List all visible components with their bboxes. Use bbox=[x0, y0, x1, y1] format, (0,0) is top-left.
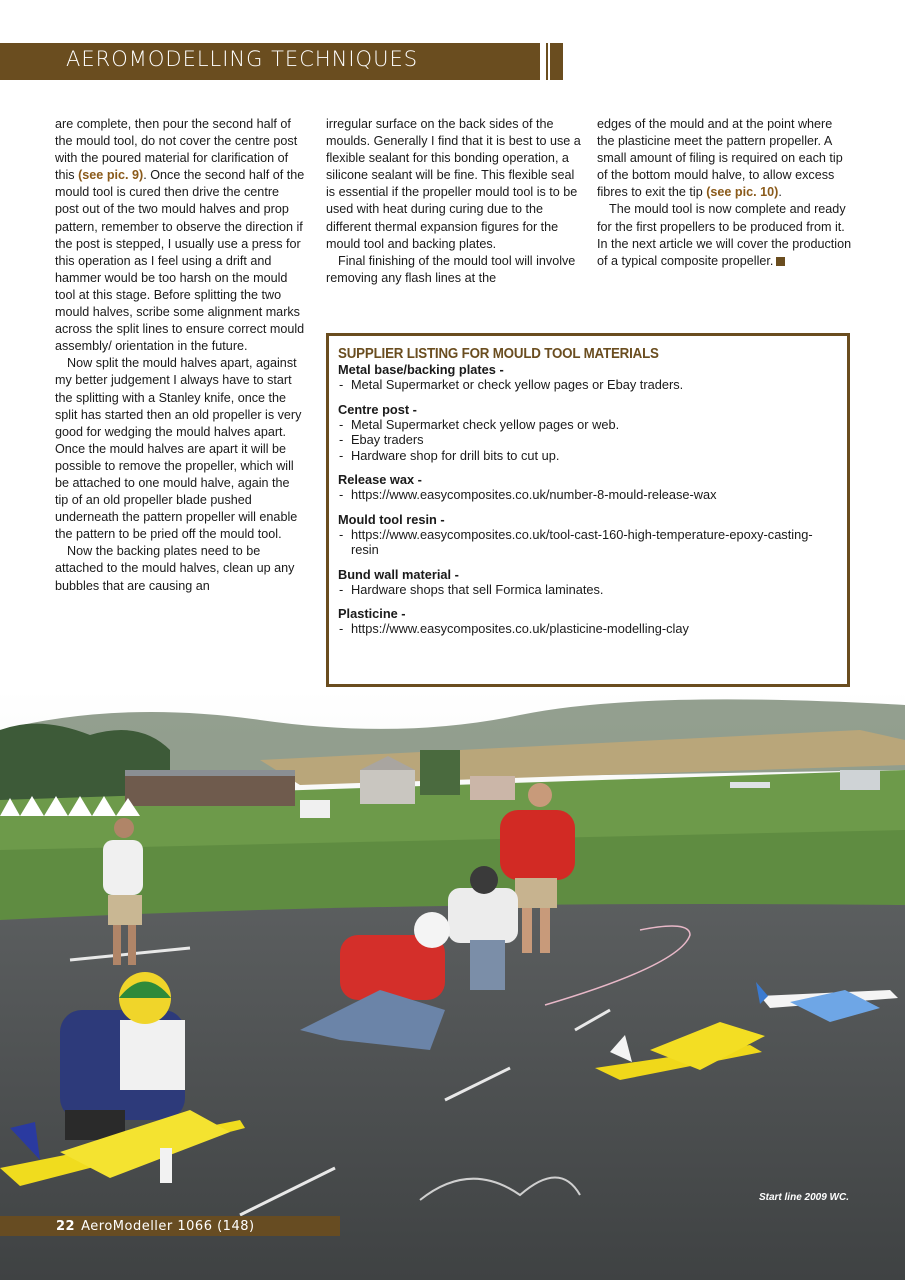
paragraph: Now split the mould halves apart, against my better judgement I always have to start the splitting with a Stanley knife, once the split has started then an old propeller is very good for wedging the mould halves apart. Once the mould halves are apart it will be possible to remove the propeller, which will be attached to one mould halve, again the tip of an old propeller blade pushed underneath the pattern propeller will enable the pattern to be pried off the mould tool. bbox=[55, 356, 302, 542]
pic-reference: (see pic. 9) bbox=[78, 168, 144, 183]
supplier-heading: Plasticine - bbox=[338, 606, 406, 621]
article-column-3 bbox=[597, 116, 853, 270]
article-column-2 bbox=[326, 116, 582, 287]
paragraph bbox=[55, 116, 305, 355]
paragraph: Final finishing of the mould tool will involve removing any flash lines at the bbox=[326, 253, 576, 285]
supplier-listing-box bbox=[326, 333, 850, 687]
supplier-item: - Metal Supermarket or check yellow pages or Ebay traders. bbox=[338, 377, 839, 393]
header-accent bbox=[544, 43, 563, 80]
paragraph bbox=[597, 201, 853, 269]
publication-name: AeroModeller 1066 (148) bbox=[81, 1219, 255, 1234]
paragraph-text: . bbox=[778, 185, 782, 200]
supplier-section bbox=[338, 606, 839, 637]
pic-reference: (see pic. 10) bbox=[706, 185, 779, 200]
supplier-item: - Hardware shop for drill bits to cut up. bbox=[338, 448, 839, 464]
paragraph bbox=[597, 116, 853, 201]
supplier-heading: Centre post - bbox=[338, 401, 417, 417]
supplier-heading: Mould tool resin - bbox=[338, 511, 445, 527]
supplier-section bbox=[338, 512, 839, 558]
supplier-url: - https://www.easycomposites.co.uk/number-8-mould-release-wax bbox=[338, 487, 839, 503]
photo-caption: Start line 2009 WC. bbox=[758, 1192, 849, 1203]
supplier-heading: Bund wall material - bbox=[338, 566, 459, 582]
supplier-item: - Metal Supermarket check yellow pages or web. bbox=[338, 417, 839, 433]
paragraph: Now the backing plates need to be attached to the mould halves, clean up any bubbles that are causing an bbox=[55, 544, 295, 593]
article-column-1 bbox=[55, 116, 305, 595]
paragraph-text: . Once the second half of the mould tool is cured then drive the centre post out of the two mould halves and prop pattern, remember to observe the direction if the post is stepped, I usually use a press for this operation as I feel using a drift and hammer would be too harsh on the mould tool at this stage. Before splitting the two mould halves, scribe some alignment marks across the split lines to ensure correct mould assembly/ orientation in the future. bbox=[55, 168, 305, 354]
supplier-url: - https://www.easycomposites.co.uk/tool-cast-160-high-temperature-epoxy-casting-resin bbox=[338, 527, 839, 558]
supplier-box-title: SUPPLIER LISTING FOR MOULD TOOL MATERIALS bbox=[338, 346, 659, 362]
supplier-item: - Ebay traders bbox=[338, 432, 839, 448]
supplier-section bbox=[338, 472, 839, 503]
supplier-item: - Hardware shops that sell Formica laminates. bbox=[338, 582, 839, 598]
paragraph: irregular surface on the back sides of the moulds. Generally I find that it is best to use a flexible sealant for this bonding operation, a silicone sealant will be fine. This flexible seal is essential if the propeller mould tool is to be used with heat during curing due to the different thermal expansion figures for the mould tool and backing plates. bbox=[326, 117, 581, 251]
supplier-heading: Release wax - bbox=[338, 472, 422, 487]
supplier-section bbox=[338, 402, 839, 464]
supplier-section bbox=[338, 362, 839, 393]
paragraph-text: are complete, then pour the second half of the mould tool, do not cover the centre post with the poured material for clarification of this bbox=[55, 117, 298, 183]
supplier-section bbox=[338, 567, 839, 598]
footer bbox=[56, 1219, 255, 1234]
section-title: AEROMODELLING TECHNIQUES bbox=[66, 47, 419, 71]
paragraph-text: edges of the mould and at the point where the plasticine meet the pattern propeller. A small amount of filing is required on each tip of the bottom mould halve, to allow excess fibres to exit the tip bbox=[597, 117, 843, 200]
supplier-url: - https://www.easycomposites.co.uk/plasticine-modelling-clay bbox=[338, 621, 839, 637]
end-of-article-mark bbox=[776, 257, 785, 266]
paragraph-text: The mould tool is now complete and ready for the first propellers to be produced from it. In the next article we will cover the production of a typical composite propeller. bbox=[597, 202, 852, 268]
supplier-heading: Metal base/backing plates - bbox=[338, 362, 504, 377]
page-number: 22 bbox=[56, 1219, 76, 1234]
